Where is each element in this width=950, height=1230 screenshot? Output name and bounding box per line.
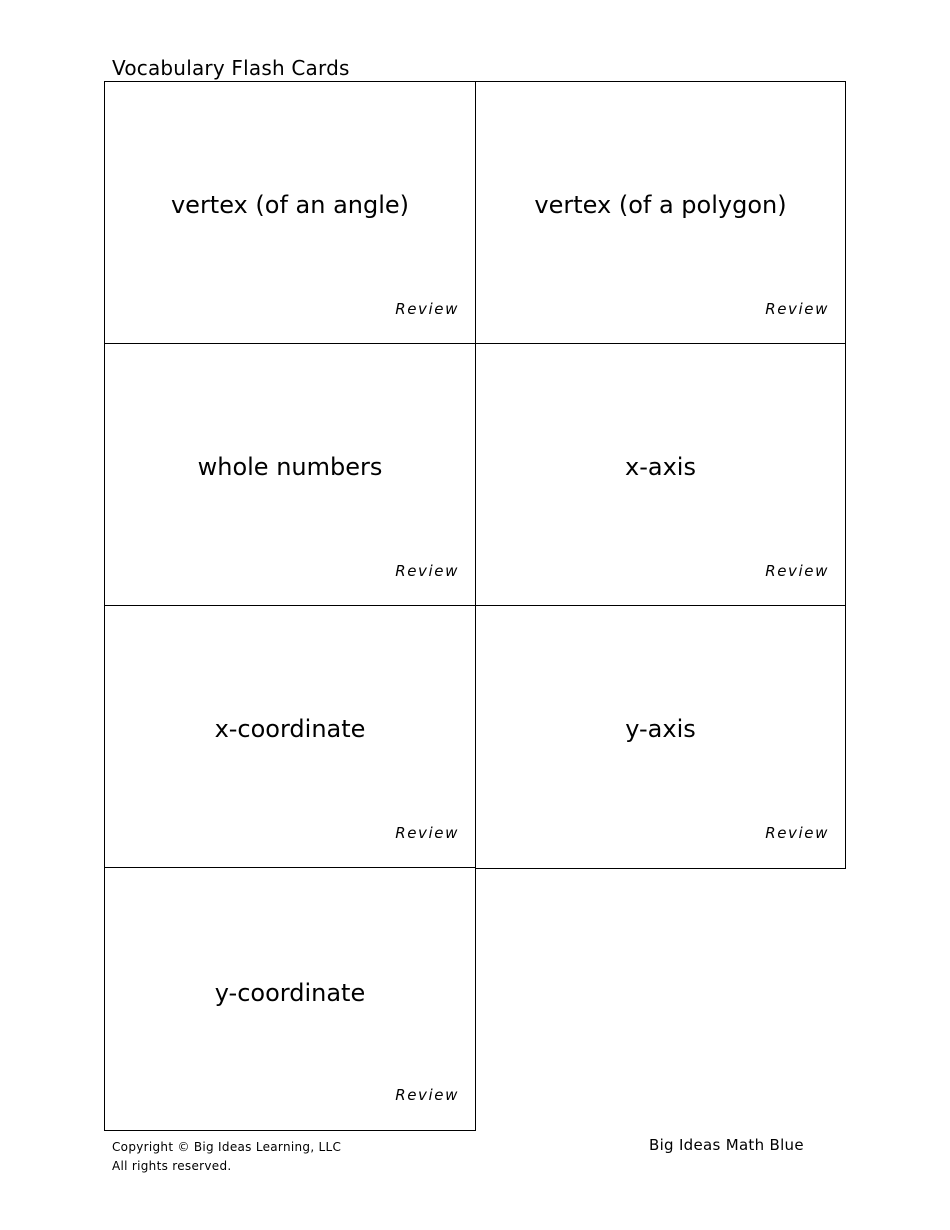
card-term: vertex (of an angle) — [170, 191, 410, 219]
flash-card — [104, 605, 476, 869]
card-category-label: Review — [765, 562, 829, 580]
card-term: vertex (of a polygon) — [534, 191, 787, 219]
card-category-label: Review — [395, 1086, 459, 1104]
card-term: y-axis — [625, 715, 696, 743]
copyright-notice — [112, 1138, 341, 1176]
flash-card — [104, 343, 476, 607]
copyright-line: Copyright © Big Ideas Learning, LLC — [112, 1140, 342, 1154]
card-category-label: Review — [765, 824, 829, 842]
card-category-label: Review — [395, 300, 459, 318]
brand-name: Big Ideas Math Blue — [649, 1136, 804, 1154]
card-term: whole numbers — [197, 453, 383, 481]
flash-card — [475, 343, 846, 607]
card-category-label: Review — [395, 562, 459, 580]
flash-card — [104, 81, 476, 345]
card-term: x-axis — [625, 453, 696, 481]
flash-card — [475, 605, 846, 869]
flash-card — [475, 81, 846, 345]
flash-card — [104, 867, 476, 1131]
card-term: y-coordinate — [214, 979, 366, 1007]
card-category-label: Review — [765, 300, 829, 318]
rights-line: All rights reserved. — [112, 1159, 232, 1173]
page-title: Vocabulary Flash Cards — [112, 56, 350, 80]
card-category-label: Review — [395, 824, 459, 842]
card-term: x-coordinate — [214, 715, 366, 743]
